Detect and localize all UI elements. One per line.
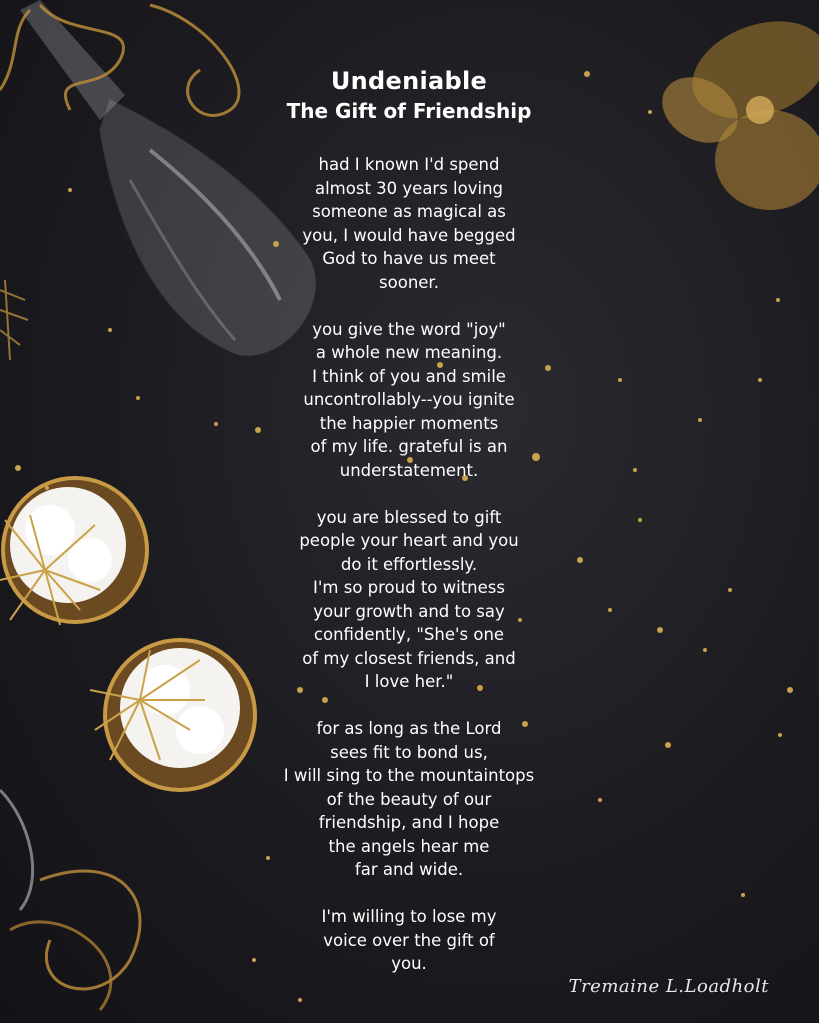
- stanza: [259, 318, 559, 483]
- poem-block: [259, 66, 559, 999]
- poem-line: a whole new meaning.: [315, 343, 503, 362]
- gold-bow-image: [650, 4, 819, 210]
- poem-line: you give the word "joy": [312, 319, 506, 339]
- poem-line: understatement.: [339, 460, 479, 480]
- poem-line: people your heart and you: [299, 531, 519, 550]
- poem-line: I think of you and smile: [312, 366, 506, 386]
- poem-line: you.: [391, 954, 427, 973]
- poem-line: far and wide.: [354, 860, 464, 879]
- poem-line: almost 30 years loving: [314, 178, 504, 198]
- poem-line: confidently, "She's one: [313, 625, 505, 644]
- poem-line: I'm willing to lose my: [321, 907, 497, 926]
- stanza: [259, 506, 559, 694]
- cupcake-image: [0, 478, 147, 625]
- poem-line: your growth and to say: [313, 601, 505, 621]
- poem-line: I'm so proud to witness: [313, 578, 505, 597]
- poem-stanzas: [259, 153, 559, 976]
- stanza: [259, 153, 559, 294]
- poem-line: voice over the gift of: [323, 930, 495, 950]
- poem-subtitle: The Gift of Friendship: [286, 99, 532, 123]
- poem-line: I love her.": [364, 672, 454, 691]
- poem-line: I will sing to the mountaintops: [283, 766, 535, 785]
- poem-line: the angels hear me: [328, 836, 490, 856]
- poem-line: God to have us meet: [322, 249, 496, 268]
- poem-line: friendship, and I hope: [318, 813, 500, 832]
- poem-line: the happier moments: [319, 413, 499, 433]
- author-signature: Tremaine L.Loadholt: [568, 976, 769, 997]
- poem-line: had I known I'd spend: [318, 155, 500, 174]
- poem-line: of the beauty of our: [326, 789, 492, 809]
- poem-line: sees fit to bond us,: [330, 742, 488, 762]
- poem-line: of my life. grateful is an: [310, 437, 508, 456]
- poem-line: for as long as the Lord: [316, 719, 502, 738]
- poem-line: you are blessed to gift: [316, 507, 502, 527]
- stanza: [259, 717, 559, 882]
- poem-line: sooner.: [379, 272, 439, 292]
- poem-line: someone as magical as: [312, 202, 506, 221]
- cupcake-image: [90, 640, 255, 790]
- poem-title: Undeniable: [330, 67, 488, 95]
- poem-line: uncontrollably--you ignite: [303, 390, 515, 409]
- poem-line: do it effortlessly.: [340, 554, 478, 574]
- stanza: [259, 905, 559, 976]
- champagne-glass-image: [0, 790, 140, 1010]
- gold-tinsel-image: [0, 280, 28, 360]
- poem-line: you, I would have begged: [302, 225, 516, 245]
- poem-line: of my closest friends, and: [302, 648, 516, 668]
